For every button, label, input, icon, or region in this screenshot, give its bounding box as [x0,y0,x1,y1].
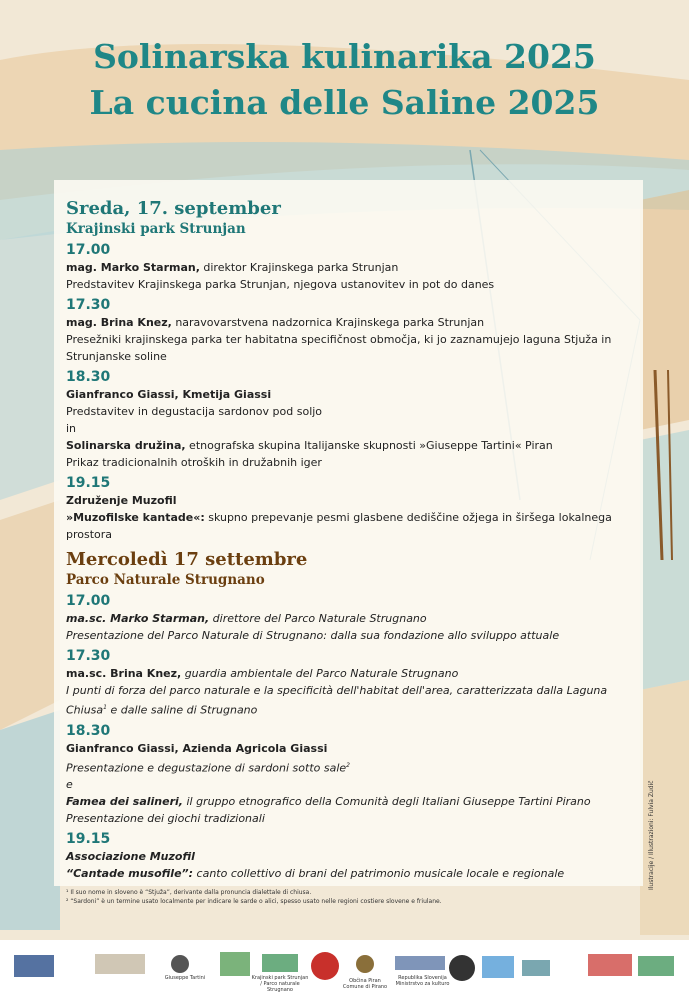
time-slot: 18.30 [66,722,111,739]
speaker-line: Famea dei salineri, il gruppo etnografico della Comunità degli Italiani Giuseppe Tartini Pirano [66,795,591,809]
event-description: Presentazione e degustazione di sardoni sotto sale$^2$ [66,761,350,775]
footnote: ¹ Il suo nome in sloveno è “Stjuža”, derivante dalla pronuncia dialettale di chiusa. [66,889,312,897]
time-slot: 19.15 [66,475,111,491]
title-italian: La cucina delle Saline 2025 [89,83,600,122]
speaker-line: Solinarska družina, etnografska skupina Italijanske skupnosti »Giuseppe Tartini« Piran [66,439,553,452]
logo-caption: Krajinski park Strunjan / Parco naturale Strugnano [251,975,309,993]
event-description: Predstavitev in degustacija sardonov pod soljo [66,405,323,418]
sponsor-logos-graphic [0,940,689,1000]
event-description: Presentazione dei giochi tradizionali [66,812,265,826]
conjunction: in [66,422,77,435]
event-description: Presentazione del Parco Naturale di Strugnano: dalla sua fondazione allo sviluppo attuale [66,629,560,642]
time-slot: 19.15 [66,831,111,848]
event-description: Prikaz tradicionalnih otroških in družabnih iger [66,456,322,469]
illustration-credit: Ilustracije / Illustrazioni: Fulvia Zudič [648,780,655,890]
event-description: Presežniki krajinskega parka ter habitatna specifičnost območja, ki jo zaznamujejo laguna Stjuža in Strunjanske soline [66,333,612,363]
time-slot: 17.30 [66,648,111,664]
speaker-line: Združenje Muzofil [66,494,177,507]
poster-title [0,34,689,126]
time-slot: 17.00 [66,593,111,609]
speaker-line: Gianfranco Giassi, Azienda Agricola Giassi [66,741,328,755]
speaker-line: mag. Marko Starman, direktor Krajinskega parka Strunjan [66,261,399,274]
place-slovene: Krajinski park Strunjan [66,221,246,237]
time-slot: 18.30 [66,369,111,385]
time-slot: 17.30 [66,297,111,313]
speaker-line: Gianfranco Giassi, Kmetija Giassi [66,388,272,401]
place-italian: Parco Naturale Strugnano [66,572,265,588]
day-heading-italian: Mercoledì 17 settembre [66,549,308,570]
event-description: »Muzofilske kantade«: skupno prepevanje pesmi glasbene dediščine ožjega in širšega lokalnega prostora [66,511,612,541]
speaker-line: ma.sc. Brina Knez, guardia ambientale del Parco Naturale Strugnano [66,667,459,680]
footnotes [66,888,636,906]
logo-caption: Občina Piran Comune di Pirano [342,978,388,990]
logo-caption: Republika Slovenija Ministrstvo za kulturo [395,975,450,987]
time-slot: 17.00 [66,242,111,258]
title-slovene: Solinarska kulinarika 2025 [93,37,596,76]
event-description: Predstavitev Krajinskega parka Strunjan, njegova ustanovitev in pot do danes [66,278,495,291]
speaker-line: mag. Brina Knez, naravovarstvena nadzornica Krajinskega parka Strunjan [66,316,485,329]
program-content [66,198,636,906]
footnote: ² “Sardoni” è un termine usato localmente per indicare le sarde o alici, spesso usato nelle regioni costiere slovene e friulane. [66,898,442,906]
event-description: I punti di forza del parco naturale e la specificità dell'habitat dell'area, caratterizzata dalla Laguna Chiusa$^1$ e dalle saline di Strugnano [66,684,608,717]
day-heading-slovene: Sreda, 17. september [66,198,281,219]
speaker-line: ma.sc. Marko Starman, direttore del Parco Naturale Strugnano [66,612,427,625]
conjunction: e [66,778,73,792]
event-description: “Cantade musofile”: canto collettivo di brani del patrimonio musicale locale e regionale [66,867,565,881]
logo-caption: Giuseppe Tartini [164,975,206,981]
speaker-line: Associazione Muzofil [66,850,195,864]
